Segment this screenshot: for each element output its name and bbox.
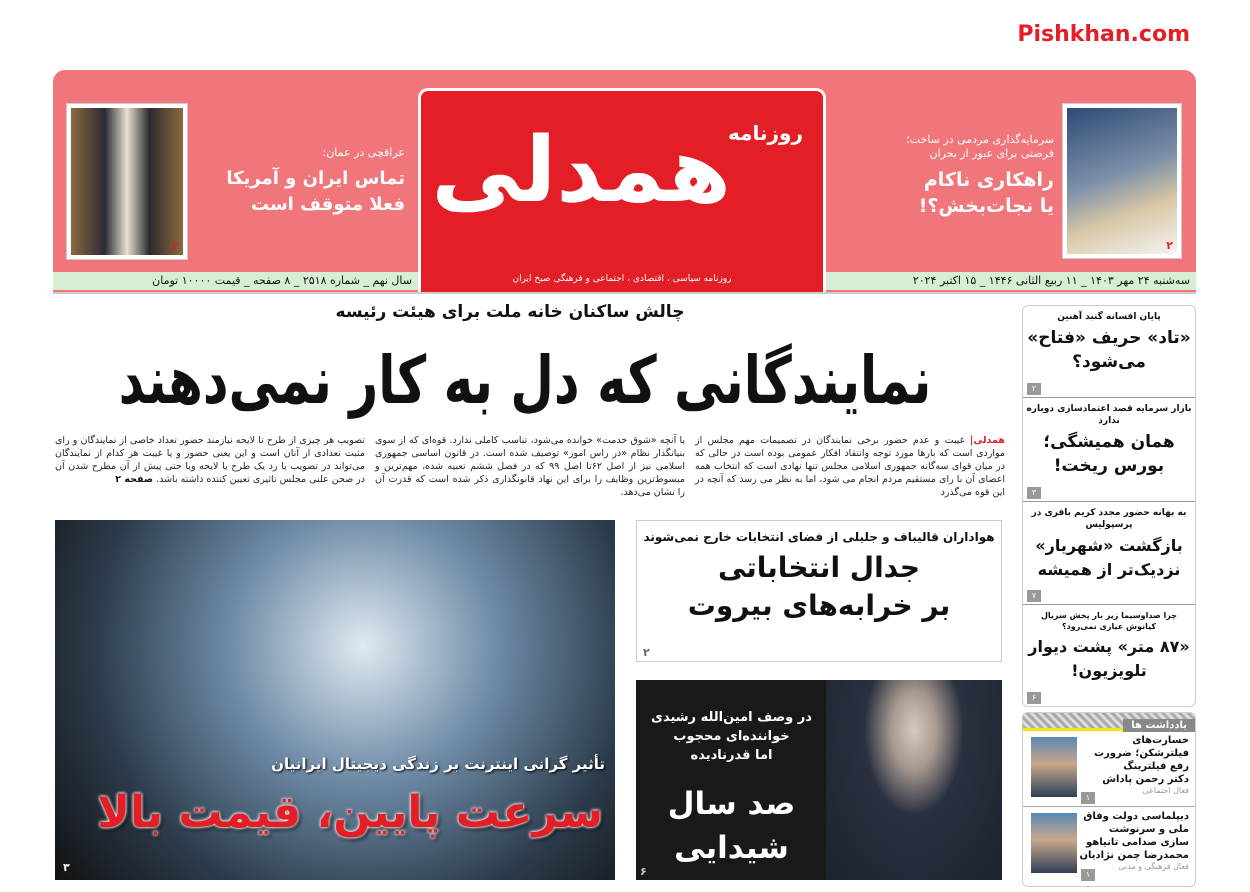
image-kicker: تأثیر گرانی اینترنت بر زندگی دیجیتال ایرانیان bbox=[271, 755, 605, 773]
lead-column-1 bbox=[695, 434, 1005, 499]
page-number: ۲ bbox=[1027, 383, 1041, 395]
note-item[interactable] bbox=[1023, 807, 1195, 883]
lead-column-2: با آنچه «شوق خدمت» خوانده می‌شود، تناسب کاملی ندارد. قوه‌ای که از سوی بنیانگذار نظام «در راس امور» توصیف شده است. در قانون اساسی جمهوری اسلامی نیز از اصل ۶۲تا اصل ۹۹ که در فصل ششم تعبیه شده، مهم‌ترین و مبسوط‌ترین وظایف را برای این نهاد قانونگذاری ذکر شده است که قدرت آن را نشان می‌دهد. bbox=[375, 435, 685, 498]
kicker-line: در وصف امین‌الله رشیدی bbox=[651, 710, 812, 725]
note-role: فعال فرهنگی و مدنی bbox=[1118, 862, 1189, 871]
headline: همان همیشگی؛ bbox=[1043, 431, 1175, 452]
teaser-headline: یا نجات‌بخش؟! bbox=[918, 195, 1054, 217]
story-headline bbox=[644, 782, 819, 870]
main-image-story[interactable] bbox=[55, 520, 615, 880]
teaser-kicker: عراقچی در عمان: bbox=[322, 146, 405, 159]
kicker: بازار سرمایه قصد اعتمادسازی دوباره ندارد bbox=[1026, 403, 1192, 426]
page-number: ۱ bbox=[1081, 792, 1095, 804]
lead-headline[interactable] bbox=[60, 336, 990, 426]
story-headline: بر خرابه‌های بیروت bbox=[687, 589, 951, 622]
headline-line: صد سال bbox=[667, 786, 796, 822]
teaser-right[interactable] bbox=[839, 133, 1054, 219]
author-photo bbox=[1031, 737, 1077, 797]
notes-box bbox=[1022, 712, 1196, 887]
sidebar-item[interactable] bbox=[1023, 605, 1195, 706]
teaser-kicker: سرمایه‌گذاری مردمی در ساخت؛ bbox=[906, 133, 1054, 146]
headline: می‌شود؟ bbox=[1072, 352, 1146, 372]
sidebar-item[interactable] bbox=[1023, 502, 1195, 606]
mid-story[interactable] bbox=[636, 520, 1002, 662]
headline: بورس ریخت! bbox=[1053, 455, 1165, 476]
masthead bbox=[418, 88, 826, 292]
note-role: فعال اجتماعی bbox=[1142, 786, 1189, 795]
date-line: سه‌شنبه ۲۴ مهر ۱۴۰۳ _ ۱۱ ربیع الثانی ۱۴۴۶ _ ۱۵ اکتبر ۲۰۲۴ bbox=[826, 272, 1196, 290]
sidebar-item[interactable] bbox=[1023, 306, 1195, 398]
page-number: ۶ bbox=[640, 865, 647, 878]
page-number: ۷ bbox=[1027, 590, 1041, 602]
notes-header bbox=[1023, 713, 1195, 731]
portrait-photo bbox=[826, 680, 1002, 880]
page-number: ۶ bbox=[1027, 692, 1041, 704]
page-number: ۱ bbox=[1081, 869, 1095, 881]
story-kicker bbox=[644, 708, 819, 765]
story-kicker: هواداران قالیباف و جلیلی از فضای انتخابات خارج نمی‌شوند bbox=[643, 530, 995, 544]
lead-kicker: چالش ساکنان خانه ملت برای هیئت رئیسه bbox=[335, 302, 685, 322]
watermark: Pishkhan.com bbox=[1017, 22, 1190, 47]
page-number: ۳ bbox=[1027, 487, 1041, 499]
teaser-kicker: فرصتی برای عبور از بحران bbox=[929, 147, 1054, 160]
headline: «تاد» حریف «فتاح» bbox=[1027, 328, 1191, 348]
divider bbox=[53, 292, 1196, 294]
page-number: ۲ bbox=[172, 240, 179, 253]
logo-prefix: روزنامه bbox=[728, 121, 803, 145]
continued-link[interactable]: صفحه ۲ bbox=[115, 474, 154, 485]
kicker: به بهانه حضور مجدد کریم باقری در پرسپولیس bbox=[1031, 507, 1187, 530]
source-tag: همدلی| bbox=[969, 435, 1005, 446]
page-number: ۲ bbox=[1166, 239, 1173, 252]
lead-text: تصویب هر چیزی از طرح تا لایحه نیازمند حضور تعداد خاصی از نمایندگان و رای مثبت تعدادی از آنان است و این یعنی حضور و یا غیبت هر کدام از نمایندگان می‌تواند در تصویب یا رد یک طرح یا لایحه ویا حتی پیش از آن مطرح شدن آن در صحن علنی مجلس تاثیری تعیین کننده داشته باشد. bbox=[55, 435, 365, 485]
sidebar bbox=[1022, 305, 1196, 707]
page-number: ۲ bbox=[643, 646, 650, 659]
notes-title: یادداشت ها bbox=[1123, 719, 1195, 732]
lead-column-3 bbox=[55, 434, 365, 486]
newspaper-logo: همدلی bbox=[431, 118, 731, 223]
page-number: ۳ bbox=[63, 861, 70, 874]
image-headline: سرعت پایین، قیمت بالا bbox=[97, 787, 603, 838]
issue-line: سال نهم _ شماره ۲۵۱۸ _ ۸ صفحه _ قیمت ۱۰۰۰۰ تومان bbox=[53, 272, 418, 290]
kicker: پایان افسانه گنبد آهنین bbox=[1057, 312, 1161, 322]
note-title: دیپلماسی دولت وفاق ملی و سرنوشت سازی صدامی تانیاهو bbox=[1083, 811, 1189, 848]
kicker-line: خواننده‌ای محجوب bbox=[673, 729, 790, 744]
lead-headline-text: نمایندگانی که دل به کار نمی‌دهند bbox=[118, 342, 932, 419]
teaser-photo-meeting[interactable] bbox=[66, 103, 188, 260]
teaser-photo-house[interactable] bbox=[1062, 103, 1182, 259]
headline: بازگشت «شهریار» bbox=[1035, 535, 1183, 555]
masthead-subtitle: روزنامه سیاسی ، اقتصادی ، اجتماعی و فرهنگی صبح ایران bbox=[512, 274, 732, 284]
headline: «۸۷ متر» پشت دیوار bbox=[1028, 637, 1190, 657]
lead-text: غیبت و عدم حضور برخی نمایندگان در تصمیمات مهم مجلس از مواردی است که بارها مورد توجه وانتقاد افکار عمومی بوده است در حالی که در میان قوای سه‌گانه جمهوری اسلامی مجلس تنها نهادی است که انتخاب همه اعضای آن با رای مستقیم مردم انجام می شود، اما به نظر می رسد که آنچه در این قوه می‌گذرد bbox=[695, 435, 1005, 498]
teaser-headline: راهکاری ناکام bbox=[923, 169, 1054, 191]
kicker-line: اما قدرنادیده bbox=[690, 748, 773, 763]
author-photo bbox=[1031, 813, 1077, 873]
teaser-headline: تماس ایران و آمریکا bbox=[226, 168, 405, 189]
headline: نزدیک‌تر از همیشه bbox=[1037, 559, 1181, 579]
headline-line: شیدایی bbox=[674, 830, 789, 866]
teaser-left[interactable] bbox=[200, 146, 405, 218]
note-author: محمدرضا چمن نژادیان bbox=[1079, 850, 1189, 861]
teaser-headline: فعلا متوقف است bbox=[250, 194, 405, 215]
note-item[interactable] bbox=[1023, 731, 1195, 807]
sidebar-item[interactable] bbox=[1023, 398, 1195, 502]
story-headline: جدال انتخاباتی bbox=[717, 551, 921, 584]
note-author: دکتر رحمن پاداش bbox=[1102, 774, 1189, 785]
dark-story[interactable] bbox=[636, 680, 1002, 880]
note-title: خسارت‌های فیلترشکن؛ ضرورت رفع فیلترینگ bbox=[1093, 735, 1189, 772]
headline: تلویزیون! bbox=[1071, 661, 1147, 681]
kicker: چرا صداوسیما زیر بار پخش سریال کیانوش عیاری نمی‌رود؟ bbox=[1040, 611, 1178, 632]
